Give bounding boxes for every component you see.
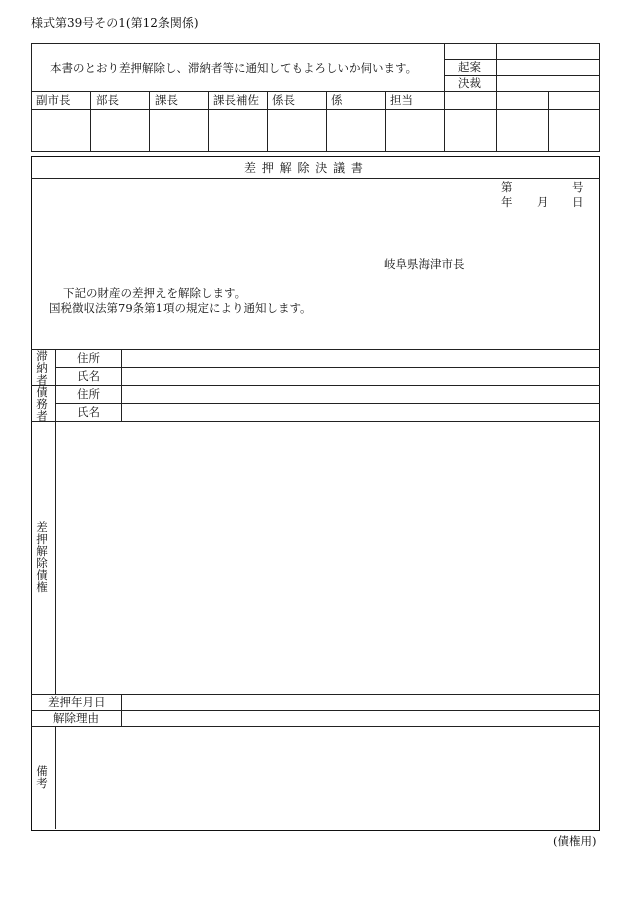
kian-label: 起案 bbox=[458, 60, 481, 74]
delinquent-name-label: 氏名 bbox=[77, 369, 100, 383]
doc-number-dai: 第 bbox=[501, 180, 513, 194]
seizure-date-label: 差押年月日 bbox=[48, 695, 106, 709]
debtor-address-label: 住所 bbox=[77, 387, 100, 401]
role-label: 部長 bbox=[96, 93, 119, 107]
date-month: 月 bbox=[537, 195, 549, 209]
body-line-1: 下記の財産の差押えを解除します。 bbox=[63, 286, 247, 300]
debtor-name-label: 氏名 bbox=[77, 405, 100, 419]
form-number-label: 様式第39号その1(第12条関係) bbox=[31, 16, 199, 30]
date-day: 日 bbox=[572, 195, 584, 209]
role-label: 係長 bbox=[272, 93, 295, 107]
kessai-label: 決裁 bbox=[458, 76, 481, 90]
approval-inquiry: 本書のとおり差押解除し、滞納者等に通知してもよろしいか伺います。 bbox=[50, 61, 418, 75]
date-year: 年 bbox=[501, 195, 513, 209]
role-label: 副市長 bbox=[36, 93, 71, 107]
debtor-label: 債務者 bbox=[36, 385, 48, 423]
doc-number-go: 号 bbox=[572, 180, 584, 194]
delinquent-label: 滞納者 bbox=[36, 349, 48, 387]
role-label: 担当 bbox=[390, 93, 413, 107]
delinquent-address-label: 住所 bbox=[77, 351, 100, 365]
issuer-name: 岐阜県海津市長 bbox=[384, 257, 465, 271]
body-line-2: 国税徴収法第79条第1項の規定により通知します。 bbox=[49, 301, 312, 315]
footer-note: (債権用) bbox=[553, 834, 597, 848]
role-label: 係 bbox=[331, 93, 343, 107]
document-title: 差 押 解 除 決 議 書 bbox=[244, 161, 364, 175]
remarks-label: 備考 bbox=[36, 764, 48, 790]
released-claim-label: 差押解除債権 bbox=[36, 520, 48, 594]
role-label: 課長補佐 bbox=[213, 93, 259, 107]
role-label: 課長 bbox=[155, 93, 178, 107]
release-reason-label: 解除理由 bbox=[53, 711, 99, 725]
